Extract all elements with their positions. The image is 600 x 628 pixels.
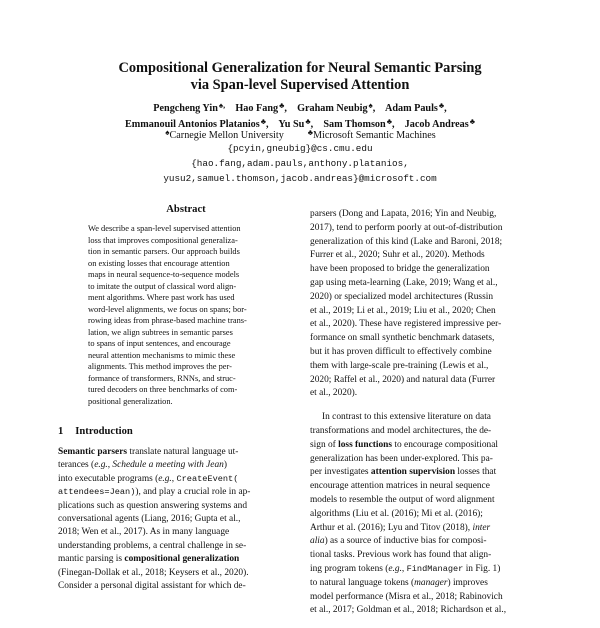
email-line: {hao.fang,adam.pauls,anthony.platanios, bbox=[191, 158, 409, 169]
body-line bbox=[310, 466, 552, 480]
author-name: Graham Neubig bbox=[297, 103, 368, 114]
text-run: sign of bbox=[310, 439, 339, 450]
body-line bbox=[310, 535, 552, 549]
italic-text: e.g. bbox=[158, 473, 172, 484]
body-line: et al., 2019; Li et al., 2019; Liu et al., 2020; Chen bbox=[310, 305, 496, 316]
section-heading-introduction bbox=[58, 426, 298, 437]
body-line: 2017), tend to perform poorly at out-of-distribution bbox=[310, 222, 503, 233]
text-run: ing program tokens ( bbox=[310, 563, 389, 574]
affiliation-mark: ♣ bbox=[469, 117, 475, 127]
text-run: translate natural language ut- bbox=[127, 447, 239, 457]
affiliations bbox=[40, 126, 560, 142]
italic-text: inter bbox=[472, 522, 491, 533]
abstract-line: word-level alignments, we focus on spans; bor- bbox=[88, 304, 247, 314]
abstract-line: to spans of input sentences, and encourage bbox=[88, 339, 231, 348]
affiliation-mark: ♠, bbox=[218, 101, 226, 110]
text-run: losses that bbox=[455, 467, 497, 478]
section-number: 1 bbox=[58, 426, 64, 437]
body-line: et al., 2020). These have registered impressive per- bbox=[310, 319, 502, 330]
body-line: 2020) or specialized model architectures (Russin bbox=[310, 291, 494, 302]
abstract-line: tion in semantic parsers. Our approach builds bbox=[88, 247, 240, 256]
bold-term: loss functions bbox=[338, 439, 393, 450]
author-name: Pengcheng Yin bbox=[153, 103, 218, 114]
example-utterance: Schedule a meeting with Jean bbox=[112, 460, 224, 471]
title-line: via Span-level Supervised Attention bbox=[190, 77, 410, 93]
body-line: tional tasks. Previous work has found that align- bbox=[310, 550, 492, 561]
body-line bbox=[58, 459, 300, 472]
text-run: , bbox=[171, 473, 177, 484]
text-run: terances ( bbox=[58, 460, 95, 471]
introduction-body bbox=[58, 446, 300, 593]
body-line bbox=[58, 473, 300, 486]
author-name: Sam Thomson bbox=[323, 119, 386, 131]
abstract-line: loss that improves compositional generaliza- bbox=[88, 235, 238, 245]
author-name: Emmanouil Antonios Platanios bbox=[125, 119, 260, 131]
body-line: algorithms (Liu et al. (2016); Mi et al. (2016); bbox=[310, 508, 483, 519]
body-line: parsers (Dong and Lapata, 2016; Yin and Neubig, bbox=[310, 209, 497, 219]
body-line: formance on small synthetic benchmark datasets, bbox=[310, 333, 495, 344]
code-snippet: attendees=Jean) bbox=[58, 487, 136, 498]
body-line: models to resemble the output of word alignment bbox=[310, 494, 495, 505]
abstract-line: positional generalization. bbox=[88, 396, 173, 406]
text-run: mantic parsing is bbox=[58, 554, 125, 565]
affiliation-mark: ♣ bbox=[305, 117, 311, 127]
body-line: (Finegan-Dollak et al., 2018; Keysers et al., 2020). bbox=[58, 567, 249, 578]
paper-title bbox=[40, 60, 560, 94]
author-name: Yu Su bbox=[278, 119, 305, 131]
abstract-line: maps in neural sequence-to-sequence models bbox=[88, 270, 240, 279]
abstract-line: on existing losses that encourage attention bbox=[88, 258, 230, 268]
abstract-heading: Abstract bbox=[166, 204, 206, 215]
body-line: In contrast to this extensive literature on data bbox=[322, 412, 491, 423]
text-run: , bbox=[401, 563, 407, 574]
abstract-line: neural attention mechanisms to mimic these bbox=[88, 350, 236, 360]
body-line: 2020; Raffel et al., 2020) and natural data (Furrer bbox=[310, 374, 496, 385]
italic-text: e.g. bbox=[388, 563, 402, 574]
body-line: them with large-scale pre-training (Lewis et al., bbox=[310, 360, 489, 371]
body-line: encourage attention matrices in neural sequence bbox=[310, 481, 490, 492]
body-line bbox=[310, 439, 552, 453]
body-line: et al., 2020). bbox=[310, 388, 358, 399]
abstract-line: tured decoders on three benchmarks of com- bbox=[88, 385, 238, 394]
text-run: ) bbox=[223, 460, 227, 471]
italic-text: manager bbox=[414, 577, 448, 588]
affiliation-mark: ♣ bbox=[438, 101, 445, 110]
body-line: Consider a personal digital assistant for which de- bbox=[58, 581, 246, 592]
body-line: plications such as question answering systems and bbox=[58, 500, 248, 511]
body-line bbox=[310, 577, 552, 591]
body-line: but it has proven difficult to effectively combine bbox=[310, 346, 492, 357]
abstract-line: rowing ideas from phrase-based machine trans- bbox=[88, 316, 247, 325]
body-line: Furrer et al., 2020; Suhr et al., 2020). Methods bbox=[310, 250, 485, 261]
email-line: {pcyin,gneubig}@cs.cmu.edu bbox=[227, 143, 373, 154]
section-title: Introduction bbox=[75, 426, 133, 437]
email-line: yusu2,samuel.thomson,jacob.andreas}@microsoft.com bbox=[163, 173, 437, 184]
affiliation-mark: ♠ bbox=[368, 101, 373, 110]
body-line: generalization has been under-explored. This pa- bbox=[310, 453, 493, 464]
affiliation-mark: ♣ bbox=[260, 117, 266, 127]
code-snippet: FindManager bbox=[406, 563, 464, 574]
author-name: Jacob Andreas bbox=[404, 119, 469, 131]
abstract-line: to imitate the output of classical word align- bbox=[88, 281, 237, 291]
affiliation-mark: ♣ bbox=[279, 101, 285, 110]
abstract-line: ment algorithms. Where past work has used bbox=[88, 293, 235, 302]
text-run: per investigates bbox=[310, 467, 371, 478]
author-line: Emmanouil Antonios Platanios♣, Yu Su♣, Sam Thomson♣, Jacob Andreas♣ bbox=[125, 117, 475, 131]
body-line bbox=[58, 553, 300, 566]
text-run: in Fig. 1) bbox=[463, 563, 501, 574]
body-line bbox=[58, 486, 300, 499]
text-run: , bbox=[107, 460, 113, 471]
affiliation-mark: ♣ bbox=[307, 128, 313, 137]
body-line: gap using meta-learning (Lake, 2019; Wang et al., bbox=[310, 277, 498, 288]
affiliation-mark: ♣ bbox=[386, 117, 392, 127]
abstract-line: We describe a span-level supervised attention bbox=[88, 224, 241, 233]
body-line bbox=[310, 563, 552, 577]
text-run: ) improves bbox=[447, 577, 488, 588]
body-line: model performance (Misra et al., 2018; Rabinovich bbox=[310, 591, 503, 602]
body-line: generalization of this kind (Lake and Baroni, 2018; bbox=[310, 236, 503, 247]
body-line: 2018; Wen et al., 2017). As in many language bbox=[58, 527, 230, 538]
italic-text: e.g. bbox=[94, 460, 108, 471]
author-name: Adam Pauls bbox=[384, 103, 438, 114]
author-name: Hao Fang bbox=[235, 103, 279, 114]
abstract-body bbox=[88, 223, 280, 407]
paragraph bbox=[310, 411, 552, 618]
text-run: ), and play a crucial role in ap- bbox=[135, 487, 251, 498]
body-line: et al., 2017; Goldman et al., 2018; Richardson et al., bbox=[310, 605, 507, 616]
right-column-body bbox=[310, 208, 552, 628]
text-run: ) as a source of inductive bias for composi- bbox=[324, 536, 487, 547]
paragraph bbox=[310, 208, 552, 401]
code-snippet: CreateEvent( bbox=[176, 473, 239, 484]
abstract-line: formance of transformers, RNNs, and struc- bbox=[88, 373, 236, 383]
bold-term: compositional generalization bbox=[124, 554, 240, 565]
author-line: Pengcheng Yin♠, Hao Fang♣, Graham Neubig♠, Adam Pauls♣, bbox=[153, 101, 447, 114]
body-line bbox=[310, 522, 552, 536]
affiliation-name: Microsoft Semantic Machines bbox=[312, 130, 436, 141]
italic-text: alia bbox=[310, 536, 325, 547]
abstract-line: alignments. This method improves the per- bbox=[88, 362, 232, 371]
body-line: understanding problems, a central challenge in se- bbox=[58, 540, 247, 551]
affiliation-mark: ♠ bbox=[165, 128, 170, 137]
text-run: into executable programs ( bbox=[58, 473, 159, 484]
author-emails bbox=[40, 141, 560, 186]
bold-term: Semantic parsers bbox=[58, 447, 127, 457]
text-run: to encourage compositional bbox=[392, 439, 499, 450]
body-line: conversational agents (Liang, 2016; Gupta et al., bbox=[58, 514, 241, 525]
title-line: Compositional Generalization for Neural Semantic Parsing bbox=[118, 60, 482, 76]
affiliation-name: Carnegie Mellon University bbox=[169, 130, 284, 141]
body-line: transformations and model architectures, the de- bbox=[310, 425, 492, 436]
bold-term: attention supervision bbox=[370, 467, 456, 478]
text-run: to natural language tokens ( bbox=[310, 577, 415, 588]
abstract-line: lation, we align subtrees in semantic parses bbox=[88, 327, 233, 337]
body-line bbox=[58, 446, 300, 459]
body-line: have been proposed to bridge the generalization bbox=[310, 264, 490, 275]
text-run: Arthur et al. (2016); Lyu and Titov (2018), bbox=[310, 522, 473, 533]
